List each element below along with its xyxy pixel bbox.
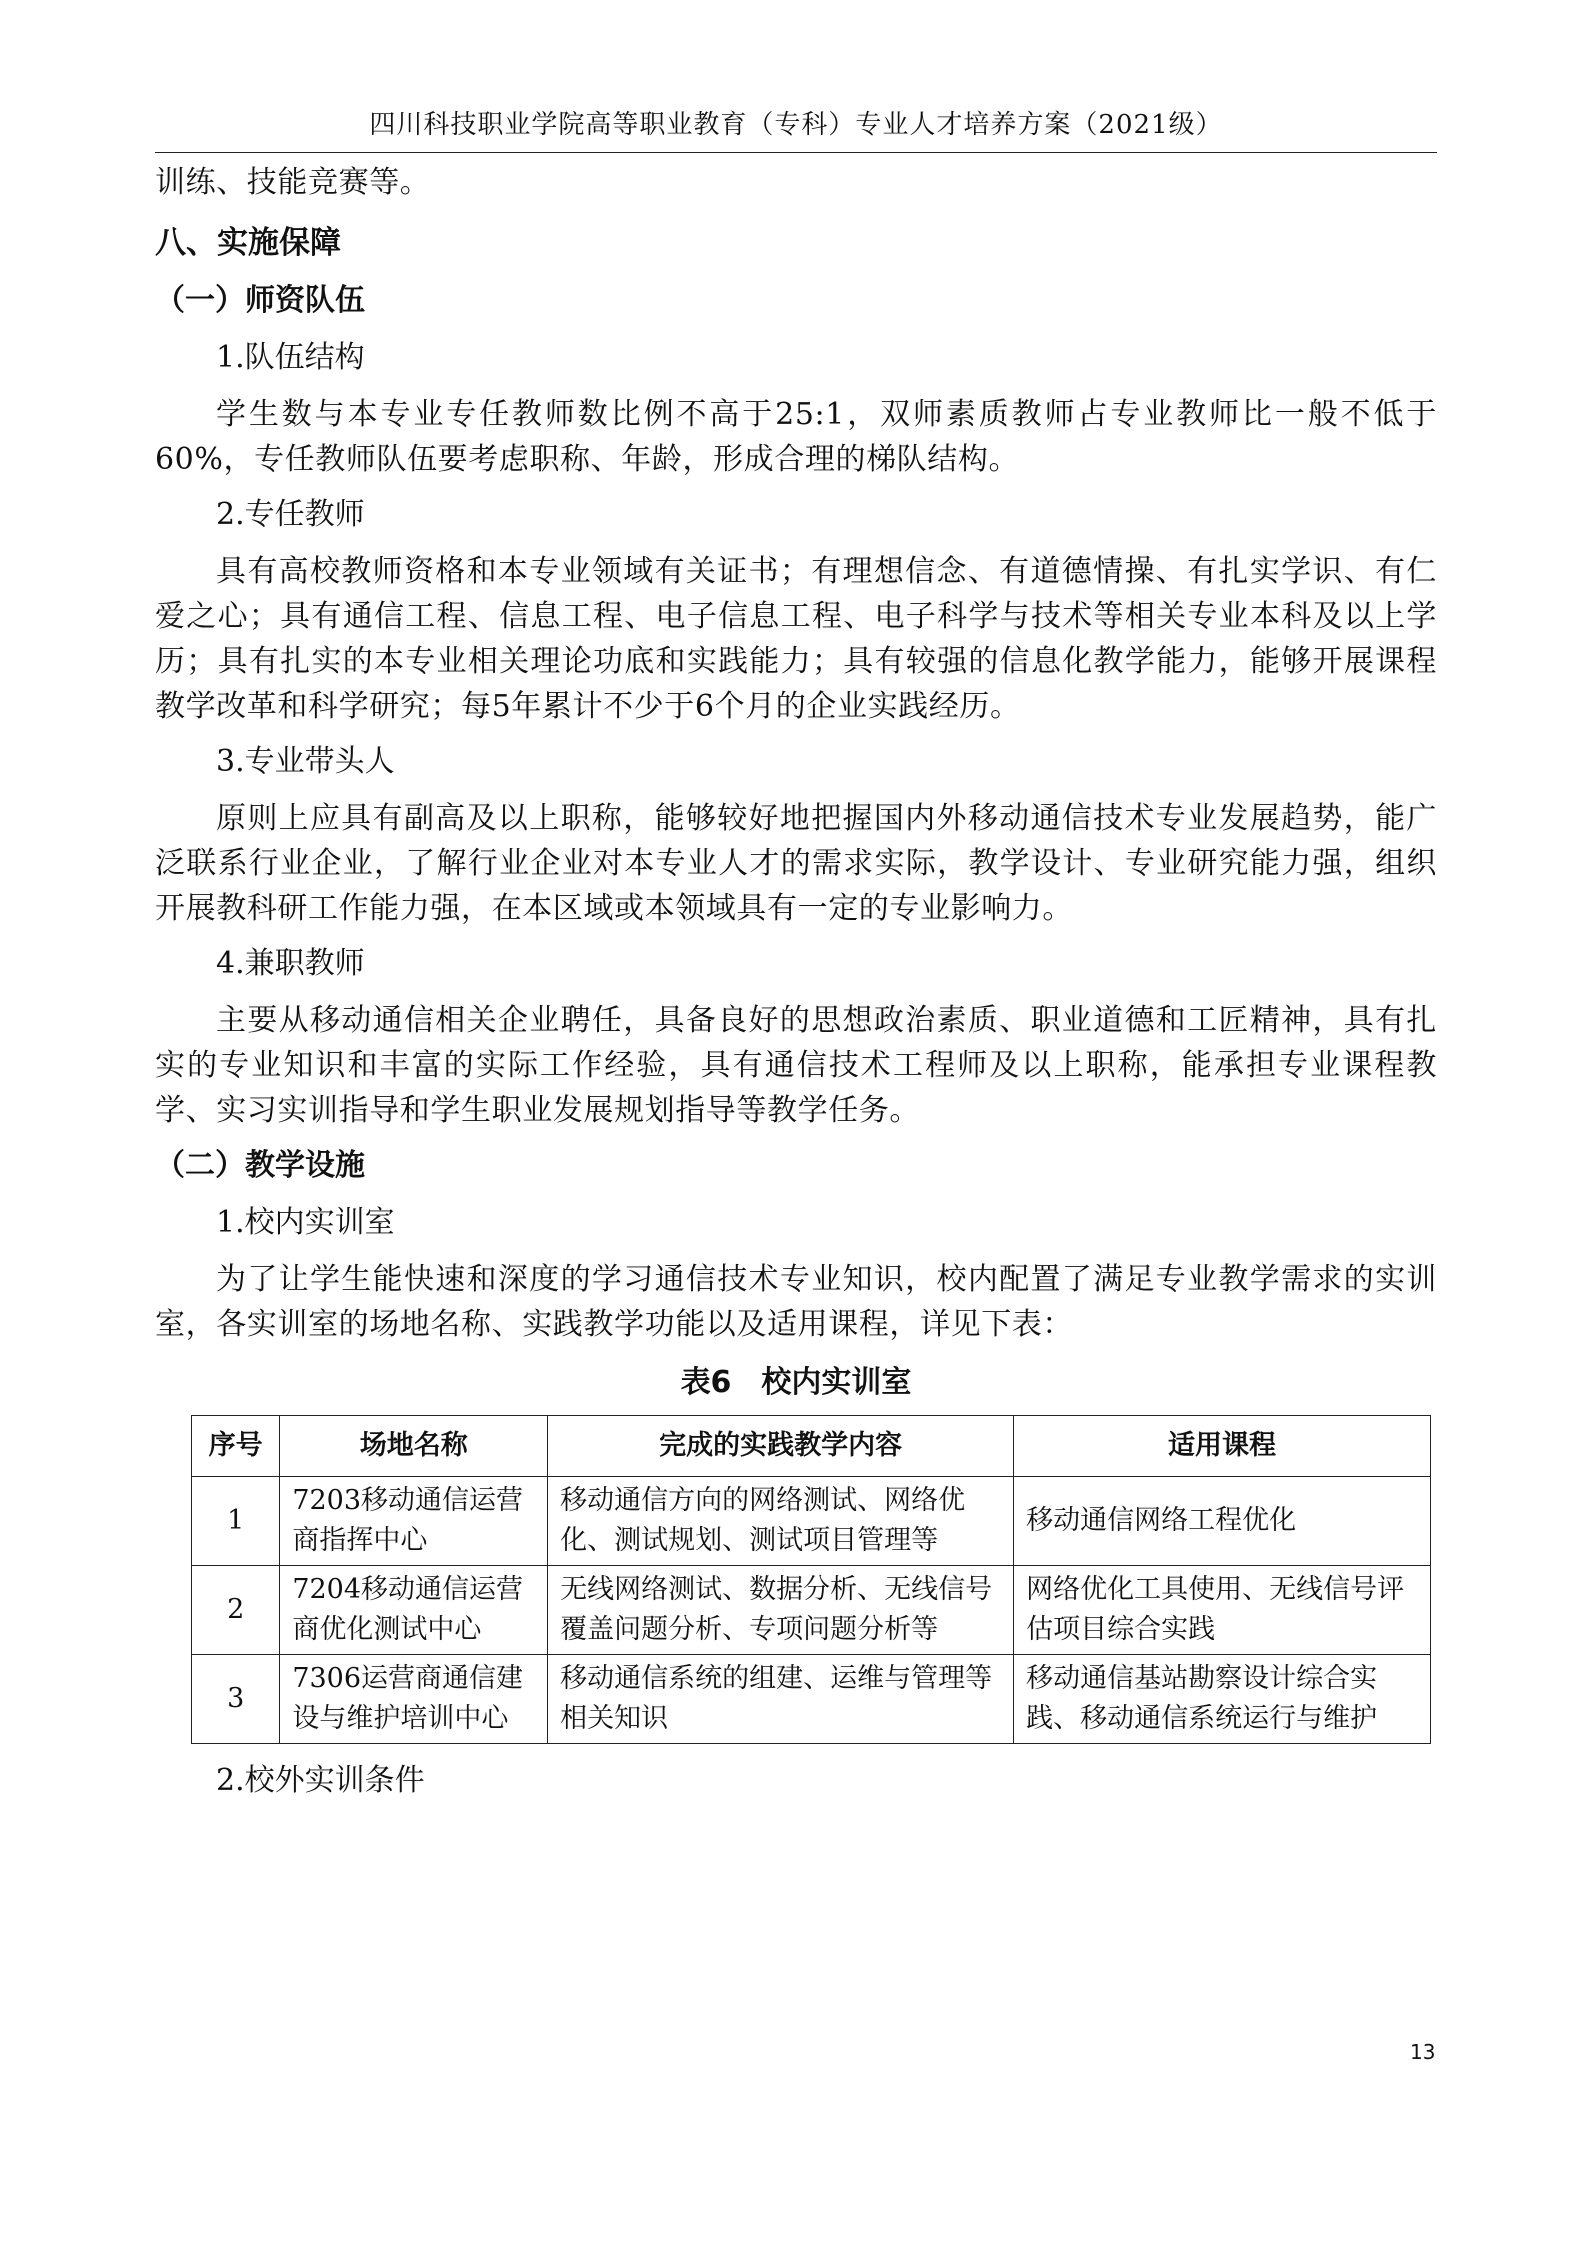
section-title: 八、实施保障: [155, 225, 341, 261]
header-title: 四川科技职业学院高等职业教育（专科）专业人才培养方案（2021级）: [369, 110, 1223, 140]
table-cell: 7204移动通信运营商优化测试中心: [280, 1566, 548, 1655]
item-heading-program-leader: 3.专业带头人: [216, 744, 395, 779]
item-heading-team-structure: 1.队伍结构: [216, 340, 365, 375]
subsection-title-faculty: （一）师资队伍: [155, 283, 365, 318]
table-cell: 移动通信系统的组建、运维与管理等相关知识: [548, 1655, 1014, 1744]
page-number: 13: [1410, 2040, 1436, 2064]
table-header-row: [192, 1416, 1431, 1477]
paragraph-fulltime-teachers: 具有高校教师资格和本专业领域有关证书；有理想信念、有道德情操、有扎实学识、有仁爱之心；具有通信工程、信息工程、电子信息工程、电子科学与技术等相关专业本科及以上学历；具有扎实的本专业相关理论功底和实践能力；具有较强的信息化教学能力，能够开展课程教学改革和科学研究；每5年累计不少于6个月的企业实践经历。: [155, 554, 1437, 724]
table-cell: 网络优化工具使用、无线信号评估项目综合实践: [1014, 1566, 1431, 1655]
table-row: [192, 1566, 1431, 1655]
paragraph-team-structure: 学生数与本专业专任教师数比例不高于25:1，双师素质教师占专业教师比一般不低于60%，专任教师队伍要考虑职称、年龄，形成合理的梯队结构。: [155, 397, 1437, 477]
page-header: [155, 110, 1437, 153]
table-cell: 2: [192, 1566, 280, 1655]
paragraph-oncampus-labs: 为了让学生能快速和深度的学习通信技术专业知识，校内配置了满足专业教学需求的实训室，各实训室的场地名称、实践教学功能以及适用课程，详见下表：: [155, 1262, 1437, 1342]
subsection-title-facilities: （二）教学设施: [155, 1148, 365, 1183]
item-heading-offcampus: 2.校外实训条件: [216, 1763, 425, 1798]
table-cell: 3: [192, 1655, 280, 1744]
table-cell: 移动通信基站勘察设计综合实践、移动通信系统运行与维护: [1014, 1655, 1431, 1744]
document-body: [155, 160, 1437, 1803]
table-header-cell: 适用课程: [1014, 1416, 1431, 1477]
table-cell: 移动通信方向的网络测试、网络优化、测试规划、测试项目管理等: [548, 1477, 1014, 1566]
labs-table: [191, 1415, 1431, 1744]
table-cell: 1: [192, 1477, 280, 1566]
table-header-cell: 完成的实践教学内容: [548, 1416, 1014, 1477]
paragraph-program-leader: 原则上应具有副高及以上职称，能够较好地把握国内外移动通信技术专业发展趋势，能广泛联系行业企业，了解行业企业对本专业人才的需求实际，教学设计、专业研究能力强，组织开展教科研工作能力强，在本区域或本领域具有一定的专业影响力。: [155, 801, 1437, 926]
table-title: 表6 校内实训室: [680, 1365, 912, 1400]
table-header-cell: 序号: [192, 1416, 280, 1477]
item-heading-oncampus-labs: 1.校内实训室: [216, 1205, 395, 1240]
item-heading-fulltime-teachers: 2.专任教师: [216, 497, 365, 532]
table-row: [192, 1655, 1431, 1744]
paragraph-parttime-teachers: 主要从移动通信相关企业聘任，具备良好的思想政治素质、职业道德和工匠精神，具有扎实的专业知识和丰富的实际工作经验，具有通信技术工程师及以上职称，能承担专业课程教学、实习实训指导和学生职业发展规划指导等教学任务。: [155, 1003, 1437, 1128]
table-cell: 移动通信网络工程优化: [1014, 1477, 1431, 1566]
table-cell: 7203移动通信运营商指挥中心: [280, 1477, 548, 1566]
table-cell: 无线网络测试、数据分析、无线信号覆盖问题分析、专项问题分析等: [548, 1566, 1014, 1655]
table-header-cell: 场地名称: [280, 1416, 548, 1477]
intro-line: 训练、技能竞赛等。: [155, 165, 431, 200]
item-heading-parttime-teachers: 4.兼职教师: [216, 946, 365, 981]
table-row: [192, 1477, 1431, 1566]
table-cell: 7306运营商通信建设与维护培训中心: [280, 1655, 548, 1744]
